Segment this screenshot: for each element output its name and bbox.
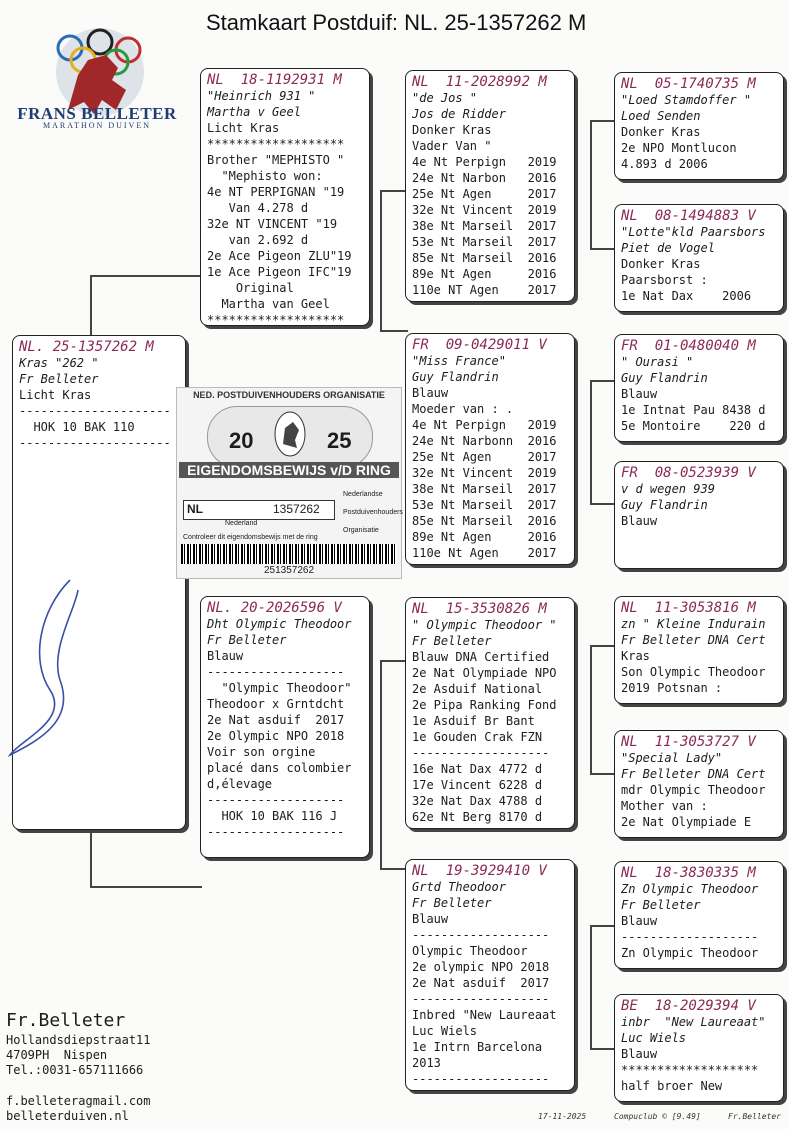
card-line: 1e Gouden Crak FZN [412,730,543,744]
card-line: Fr Belleter DNA Cert [621,633,766,647]
card-line: 4e Nt Perpign 2019 [412,155,557,169]
card-line: "Heinrich 931 " [207,89,316,103]
card-line: 16e Nat Dax 4772 d [412,762,543,776]
pedigree-card-ggp [614,994,784,1102]
card-line: Kras [621,649,650,663]
ring-number: NL 18-1192931 M [207,72,342,88]
card-line: Donker Kras [621,125,701,139]
certificate-year-left: 20 [229,428,254,453]
card-line: 89e Nt Agen 2016 [412,267,557,281]
card-line: Blauw [621,514,658,528]
card-line: ******************* [207,313,345,326]
pedigree-card-maternal-grandfather [405,597,575,829]
card-line: Luc Wiels [412,1024,478,1038]
card-line: Dht Olympic Theodoor [207,617,352,631]
card-line: ------------------- [207,793,345,807]
card-line: ------------------- [412,992,550,1006]
card-line: placé dans colombier [207,761,352,775]
card-line: Theodoor x Grntdcht [207,697,345,711]
card-line: Blauw [207,649,244,663]
card-line: Paarsborst : [621,273,708,287]
card-line: 1e Nat Dax 2006 [621,289,752,303]
card-line: ------------------- [621,930,759,944]
card-line: 4e Nt Perpign 2019 [412,418,557,432]
card-line: ------------------- [412,746,550,760]
npo-line: Postduivenhouders [343,509,403,516]
card-line: 85e Nt Marseil 2016 [412,251,557,265]
barcode-text: 251357262 [263,565,315,576]
software-credit: Compuclub © [9.49] [614,1112,701,1121]
card-line: Martha van Geel [207,297,330,311]
card-line: Blauw DNA Certified [412,650,550,664]
card-line: 32e Nt Vincent 2019 [412,203,557,217]
card-line: "Olympic Theodoor" [207,681,352,695]
card-line: mdr Olympic Theodoor [621,783,766,797]
card-line: Mother van : [621,799,708,813]
card-line: 53e Nt Marseil 2017 [412,235,557,249]
card-line: 4e NT PERPIGNAN "19 [207,185,345,199]
card-line: 2e NPO Montlucon [621,141,737,155]
subject-ring: NL. 25-1357262 M [19,339,154,355]
pedigree-card-ggp [614,72,784,180]
card-line: inbr "New Laureaat" [621,1015,766,1029]
card-line: Jos de Ridder [412,107,506,121]
ring-number: BE 18-2029394 V [621,998,756,1014]
card-line: 2e Olympic NPO 2018 [207,729,345,743]
card-line: 2e Pipa Ranking Fond [412,698,557,712]
subject-line: Licht Kras [19,388,92,402]
card-line: 62e Nt Berg 8170 d [412,810,543,824]
card-line: " Olympic Theodoor " [412,618,557,632]
ring-number: NL 11-3053816 M [621,600,756,616]
card-line: Son Olympic Theodoor [621,665,766,679]
card-line: Guy Flandrin [621,371,708,385]
card-line: ------------------- [412,928,550,942]
card-line: "Mephisto won: [207,169,323,183]
card-line: Blauw [621,914,658,928]
card-line: "Lotte"kld Paarsbors [621,225,766,239]
card-line: Zn Olympic Theodoor [621,946,759,960]
card-line: 2e Nat Olympiade NPO [412,666,557,680]
card-line: v d wegen 939 [621,482,715,496]
ring-number: NL 05-1740735 M [621,76,756,92]
card-line: "Loed Stamdoffer " [621,93,752,107]
card-line: Moeder van : . [412,402,514,416]
ring-number: NL 15-3530826 M [412,601,547,617]
card-line: 2e Nat asduif 2017 [207,713,345,727]
card-line: van 2.692 d [207,233,309,247]
owner-name: Fr.Belleter [6,1010,126,1031]
subject-line: Fr Belleter [19,372,99,386]
card-line: 38e Nt Marseil 2017 [412,219,557,233]
card-line: Brother "MEPHISTO " [207,153,345,167]
card-line: HOK 10 BAK 116 J [207,809,338,823]
card-line: 25e Nt Agen 2017 [412,187,557,201]
card-line: Vader Van " [412,139,492,153]
card-line: Fr Belleter [412,634,492,648]
card-line: 1e Asduif Br Bant [412,714,535,728]
ring-number: FR 08-0523939 V [621,465,756,481]
owner-website[interactable]: belleterduiven.nl [6,1109,129,1123]
card-line: Donker Kras [621,257,701,271]
card-line: Fr Belleter [412,896,492,910]
card-line: Blauw [412,386,449,400]
card-line: 5e Montoire 220 d [621,419,766,433]
card-line: Zn Olympic Theodoor [621,882,759,896]
card-line: 53e Nt Marseil 2017 [412,498,557,512]
card-line: 2013 [412,1056,441,1070]
npo-line: Organisatie [343,527,379,534]
card-line: 85e Nt Marseil 2016 [412,514,557,528]
card-line: Fr Belleter [621,898,701,912]
card-line: ------------------- [207,665,345,679]
card-line: 32e Nt Vincent 2019 [412,466,557,480]
card-line: 89e Nt Agen 2016 [412,530,557,544]
card-line: 17e Vincent 6228 d [412,778,543,792]
card-line: ******************* [621,1063,759,1077]
card-line: 110e NT Agen 2017 [412,283,557,297]
subject-line: HOK 10 BAK 110 [19,420,135,434]
certificate-org: NED. POSTDUIVENHOUDERS ORGANISATIE [193,390,385,400]
card-line: ******************* [207,137,345,151]
certificate-heading: EIGENDOMSBEWIJS v/D RING [179,462,399,478]
print-date: 17-11-2025 [538,1112,587,1121]
card-line: 110e Nt Agen 2017 [412,546,557,560]
ring-number: FR 01-0480040 M [621,338,756,354]
subject-line: --------------------- [19,404,171,418]
certificate-nederland: Nederland [225,520,258,527]
ring-number: NL 11-2028992 M [412,74,547,90]
owner-street: Hollandsdiepstraat11 [6,1033,151,1047]
card-line: 2019 Potsnan : [621,681,723,695]
card-line: " Ourasi " [621,355,694,369]
ring-number: NL 11-3053727 V [621,734,756,750]
ring-number: FR 09-0429011 V [412,337,547,353]
card-line: ------------------- [412,1072,550,1086]
card-line: 1e Intnat Pau 8438 d [621,403,766,417]
card-line: Martha v Geel [207,105,301,119]
pedigree-card-ggp [614,730,784,838]
card-line: Fr Belleter [207,633,287,647]
signature-image [0,570,90,770]
card-line: 2e olympic NPO 2018 [412,960,550,974]
card-line: half broer New [621,1079,723,1093]
card-line: Inbred "New Laureaat [412,1008,557,1022]
card-line: "Special Lady" [621,751,723,765]
card-line: Loed Senden [621,109,701,123]
card-line: 2e Asduif National [412,682,543,696]
card-line: Licht Kras [207,121,280,135]
ring-number: NL 18-3830335 M [621,865,756,881]
ownership-certificate [176,387,402,579]
footer-author: Fr.Belleter [728,1112,781,1121]
pedigree-card-paternal-grandfather [405,70,575,302]
card-line: Blauw [412,912,449,926]
card-line: "de Jos " [412,91,478,105]
card-line: Original [207,281,294,295]
pedigree-card-paternal-grandmother [405,333,575,565]
ring-number: NL 19-3929410 V [412,863,547,879]
lion-crest-icon [273,410,307,458]
card-line: Guy Flandrin [412,370,499,384]
logo-subtitle: MARATHON DUIVEN [43,121,151,130]
pedigree-card-ggp [614,204,784,312]
card-line: 25e Nt Agen 2017 [412,450,557,464]
card-line: 1e Intrn Barcelona [412,1040,543,1054]
card-line: Grtd Theodoor [412,880,506,894]
owner-city: 4709PH Nispen [6,1048,108,1062]
page-title: Stamkaart Postduif: NL. 25-1357262 M [206,10,587,35]
subject-line: Kras "262 " [19,356,99,370]
card-line: d,élevage [207,777,273,791]
pedigree-card-ggp [614,461,784,569]
card-line: 24e Nt Narbon 2016 [412,171,557,185]
card-line: 32e Nat Dax 4788 d [412,794,543,808]
card-line: 4.893 d 2006 [621,157,708,171]
card-line: Blauw [621,387,658,401]
ring-number: NL 08-1494883 V [621,208,756,224]
pedigree-card-father [200,68,370,326]
card-line: 2e Ace Pigeon ZLU"19 [207,249,352,263]
card-line: Fr Belleter DNA Cert [621,767,766,781]
card-line: 2e Nat Olympiade E [621,815,752,829]
card-line: "Miss France" [412,354,506,368]
ring-number: NL. 20-2026596 V [207,600,342,616]
pedigree-card-ggp [614,334,784,442]
card-line: Blauw [621,1047,658,1061]
logo-name: FRANS BELLETER [17,104,177,123]
pedigree-card-ggp [614,861,784,969]
pedigree-card-ggp [614,596,784,704]
card-line: Olympic Theodoor [412,944,528,958]
pedigree-card-maternal-grandmother [405,859,575,1091]
card-line: ------------------- [207,825,345,839]
card-line: zn " Kleine Indurain [621,617,766,631]
card-line: 2e Nat asduif 2017 [412,976,550,990]
card-line: Donker Kras [412,123,492,137]
card-line: Van 4.278 d [207,201,309,215]
certificate-country: NL [187,502,203,516]
card-line: 38e Nt Marseil 2017 [412,482,557,496]
owner-email[interactable]: f.belleteragmail.com [6,1094,151,1108]
card-line: 24e Nt Narbonn 2016 [412,434,557,448]
certificate-number: 1357262 [273,502,320,516]
card-line: 1e Ace Pigeon IFC"19 [207,265,352,279]
barcode [181,544,397,564]
card-line: Piet de Vogel [621,241,715,255]
card-line: 32e NT VINCENT "19 [207,217,338,231]
certificate-year-right: 25 [327,428,352,453]
owner-phone: Tel.:0031-657111666 [6,1063,144,1077]
npo-line: Nederlandse [343,491,383,498]
card-line: Luc Wiels [621,1031,687,1045]
card-line: Voir son orgine [207,745,316,759]
certificate-note: Controleer dit eigendomsbewijs met de ring [183,534,318,541]
card-line: Guy Flandrin [621,498,708,512]
subject-line: --------------------- [19,436,171,450]
pedigree-card-mother [200,596,370,858]
